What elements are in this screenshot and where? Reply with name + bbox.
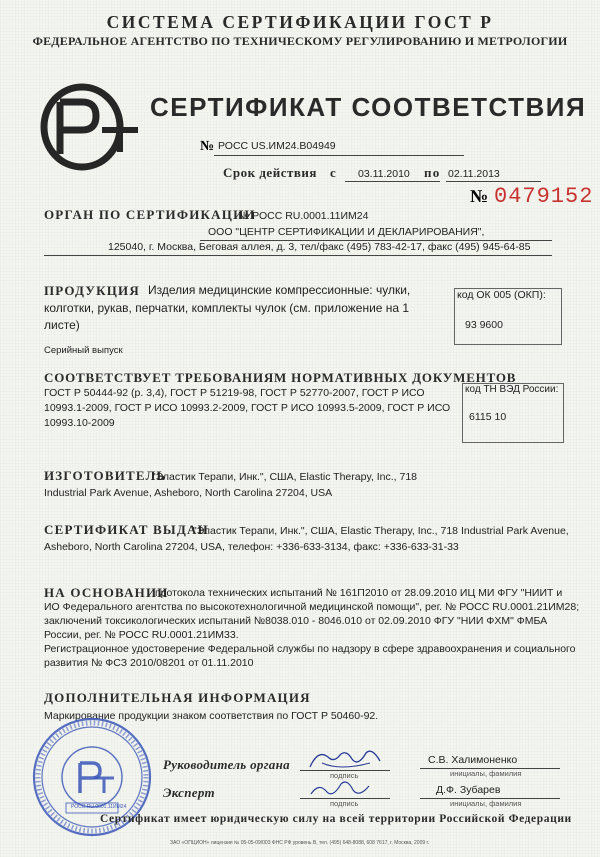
- manufacturer-line-2: Industrial Park Avenue, Asheboro, North Carolina 27204, USA: [44, 487, 333, 499]
- cert-body-id: № РОСС RU.0001.11ИМ24: [238, 210, 369, 222]
- basis-line-5: Регистрационное удостоверение Федеральной службы по надзору в сфере здравоохранения и социального: [44, 643, 576, 655]
- head-name-caption: инициалы, фамилия: [450, 769, 522, 778]
- additional-label: ДОПОЛНИТЕЛЬНАЯ ИНФОРМАЦИЯ: [44, 690, 311, 705]
- product-line-3: листе): [44, 318, 80, 332]
- basis-line-4: России, рег. № РОСС RU.0001.21ИМ33.: [44, 629, 239, 641]
- basis-label: НА ОСНОВАНИИ: [44, 585, 169, 600]
- okp-label: код ОК 005 (ОКП):: [457, 289, 546, 301]
- tnved-box: [462, 383, 564, 443]
- product-release: Серийный выпуск: [44, 345, 123, 356]
- standards-line-1: ГОСТ Р 50444-92 (р. 3,4), ГОСТ Р 51219-98, ГОСТ Р 52770-2007, ГОСТ Р ИСО: [44, 387, 425, 399]
- product-line-2: колготки, рукав, перчатки, комплекты чулок (см. приложение на 1: [44, 301, 410, 315]
- cert-body-label: ОРГАН ПО СЕРТИФИКАЦИИ: [44, 207, 256, 222]
- head-label: Руководитель органа: [163, 757, 290, 772]
- basis-line-2: ИО Федерального агентства по высокотехнологичной медицинской помощи", рег. № РОСС RU.0001.21ИМ28;: [44, 601, 580, 613]
- expert-label: Эксперт: [163, 785, 215, 800]
- issued-line-2: Asheboro, North Carolina 27204, USA, телефон: +336-633-3134, факс: +336-633-31-33: [44, 541, 459, 553]
- footer-text: Сертификат имеет юридическую силу на всей территории Российской Федерации: [100, 813, 572, 825]
- basis-line-6: развития № ФСЗ 2010/08201 от 01.11.2010: [44, 657, 254, 669]
- validity-label: Срок действия: [223, 165, 317, 180]
- validity-to-prefix: по: [424, 165, 441, 180]
- validity-from-date: 03.11.2010: [358, 168, 410, 180]
- gost-r-logo-icon: [30, 80, 148, 175]
- footer-printer: ЗАО «ОПЦИОН» лицензия № 05-05-09/003 ФНС РФ уровень В, тел. (495) 648-8088, 608 7617, г. Москва, 2009 г.: [170, 840, 430, 846]
- agency-header: ФЕДЕРАЛЬНОЕ АГЕНТСТВО ПО ТЕХНИЧЕСКОМУ РЕГУЛИРОВАНИЮ И МЕТРОЛОГИИ: [32, 34, 568, 48]
- expert-name: Д.Ф. Зубарев: [436, 784, 501, 796]
- basis-line-1: протокола технических испытаний № 161П2010 от 28.09.2010 ИЦ МИ ФГУ "НИИТ и: [155, 587, 563, 599]
- stamp-text: РОСС RU.0001.11ИМ24: [71, 804, 127, 810]
- head-sign-caption: подпись: [330, 771, 359, 780]
- number-prefix: №: [200, 139, 215, 154]
- issued-label: СЕРТИФИКАТ ВЫДАН: [44, 522, 209, 537]
- serial-number: 0479152: [494, 184, 594, 209]
- expert-sign-caption: подпись: [330, 799, 359, 808]
- okp-value: 93 9600: [465, 319, 503, 331]
- serial-prefix: №: [470, 186, 489, 206]
- tnved-label: код ТН ВЭД России:: [465, 384, 559, 395]
- certificate-title: СЕРТИФИКАТ СООТВЕТСТВИЯ: [150, 92, 587, 122]
- issued-line-1: "Эластик Терапи, Инк.", США, Elastic Therapy, Inc., 718 Industrial Park Avenue,: [193, 525, 569, 537]
- cert-body-address: 125040, г. Москва, Беговая аллея, д. 3, тел/факс (495) 783-42-17, факс (495) 945-64-85: [108, 241, 531, 253]
- cert-body-name: ООО "ЦЕНТР СЕРТИФИКАЦИИ И ДЕКЛАРИРОВАНИЯ",: [208, 226, 485, 238]
- additional-text: Маркирование продукции знаком соответствия по ГОСТ Р 50460-92.: [44, 710, 379, 722]
- head-name: С.В. Халимоненко: [428, 754, 518, 766]
- basis-line-3: заключений токсикологических испытаний №8038.010 - 8046.010 от 02.09.2010 ФГУ "НИИ ФХМ" ФМБА: [44, 615, 548, 627]
- okp-box: [454, 288, 562, 345]
- tnved-value: 6115 10: [469, 411, 507, 423]
- standards-line-3: 10993.10-2009: [44, 417, 115, 429]
- standards-line-2: 10993.1-2009, ГОСТ Р ИСО 10993.2-2009, ГОСТ Р ИСО 10993.5-2009, ГОСТ Р ИСО: [44, 402, 451, 414]
- product-label: ПРОДУКЦИЯ: [44, 283, 140, 298]
- expert-name-caption: инициалы, фамилия: [450, 799, 522, 808]
- system-header: СИСТЕМА СЕРТИФИКАЦИИ ГОСТ Р: [106, 12, 494, 32]
- validity-to-date: 02.11.2013: [448, 168, 500, 180]
- product-line-1: Изделия медицинские компрессионные: чулки,: [148, 283, 411, 297]
- certificate-number: РОСС US.ИМ24.B04949: [218, 140, 336, 152]
- expert-signature: [305, 776, 375, 802]
- head-signature: [300, 745, 390, 775]
- standards-label: СООТВЕТСТВУЕТ ТРЕБОВАНИЯМ НОРМАТИВНЫХ ДОКУМЕНТОВ: [44, 370, 517, 385]
- validity-from-prefix: с: [330, 165, 337, 180]
- manufacturer-line-1: "Эластик Терапи, Инк.", США, Elastic Therapy, Inc., 718: [152, 471, 418, 483]
- manufacturer-label: ИЗГОТОВИТЕЛЬ: [44, 468, 167, 483]
